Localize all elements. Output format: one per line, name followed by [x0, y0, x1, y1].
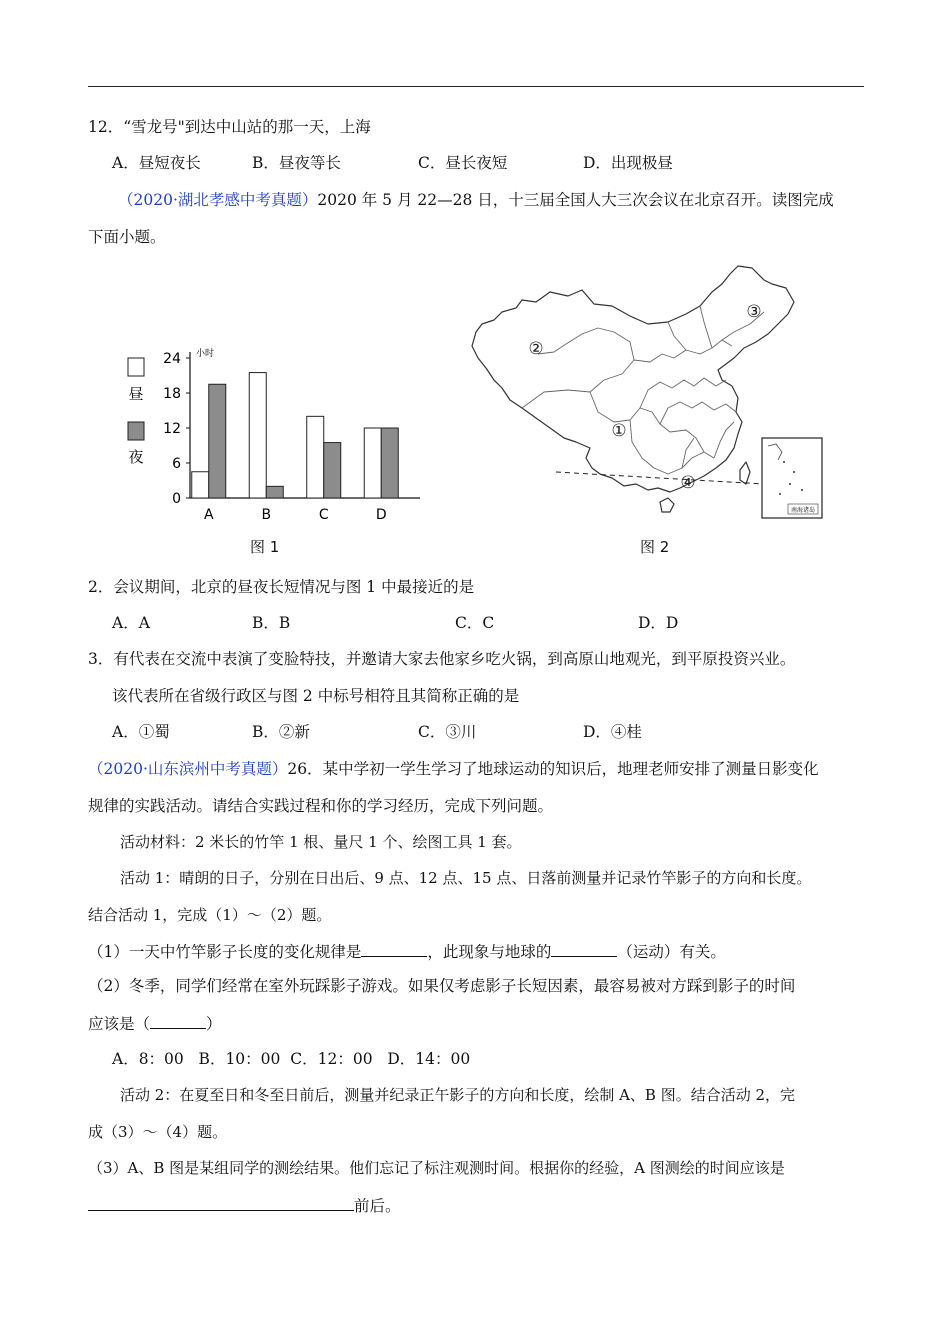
q2-option-d: D．D: [638, 614, 679, 632]
q12-option-d: D．出现极昼: [583, 154, 673, 172]
inset-label: 南海诸岛: [790, 507, 816, 514]
intro1-line1: [118, 190, 834, 210]
part-2-blank[interactable]: [150, 1013, 206, 1029]
part-3-text-tail: 前后。: [354, 1197, 401, 1215]
province-border-5: [660, 402, 736, 424]
bar-D-night: [381, 428, 398, 498]
part-1-text-c: （运动）有关。: [617, 943, 726, 961]
y-tick-label-0: 0: [172, 491, 181, 507]
y-axis-unit: 小时: [196, 349, 215, 359]
bar-C-day: [307, 416, 324, 498]
figure-2-caption: 图 2: [640, 538, 670, 556]
q3-stem-line2: 该代表所在省级行政区与图 2 中标号相符且其简称正确的是: [112, 687, 520, 705]
q2-option-b: B．B: [252, 614, 291, 632]
part-2-options: A．8：00 B．10：00 C．12：00 D．14：00: [112, 1050, 471, 1068]
part-2-line2: [88, 1013, 222, 1034]
activity-1-line1: 活动 1：晴朗的日子，分别在日出后、9 点、12 点、15 点、日落前测量并记录竹竿影子的方向和长度。: [120, 869, 812, 887]
intro2-text1: 26．某中学初一学生学习了地球运动的知识后，地理老师安排了测量日影变化: [287, 760, 819, 778]
bar-B-night: [266, 486, 283, 498]
activity-2-line2: 成（3）～（4）题。: [88, 1123, 228, 1141]
legend-night-label: 夜: [128, 448, 144, 466]
part-2-text-a: 应该是（: [88, 1015, 151, 1033]
q3-option-d: D．④桂: [583, 723, 642, 741]
figure-2-map: [464, 262, 844, 527]
map-marker-4: ④: [680, 473, 696, 493]
x-tick-label-D: D: [375, 507, 387, 522]
part-1-blank-1[interactable]: [361, 941, 427, 957]
q12-option-b: B．昼夜等长: [252, 154, 341, 172]
q12-stem: 12．“雪龙号"到达中山站的那一天，上海: [88, 118, 371, 136]
map-marker-1: ①: [611, 421, 627, 441]
china-outline: [472, 266, 794, 492]
q12-option-a: A．昼短夜长: [112, 154, 201, 172]
q2-option-c: C．C: [455, 614, 495, 632]
intro1-text1: 2020 年 5 月 22—28 日，十三届全国人大三次会议在北京召开。读图完成: [317, 191, 834, 209]
province-border-3: [634, 340, 732, 362]
q12-option-c: C．昼长夜短: [418, 154, 508, 172]
province-border-8: [682, 422, 734, 468]
bar-A-night: [209, 384, 226, 498]
south-china-sea-inset: [762, 438, 822, 518]
intro2-line1: [88, 759, 819, 779]
top-rule: [88, 86, 864, 87]
q2-option-a: A．A: [112, 614, 150, 632]
part-1-text-b: ，此现象与地球的: [427, 943, 552, 961]
part-2-text-b: ）: [206, 1015, 222, 1033]
y-tick-label-4: 24: [163, 351, 181, 367]
map-marker-3: ③: [746, 302, 762, 322]
taiwan-island: [740, 462, 750, 484]
q3-option-b: B．②新: [252, 723, 310, 741]
province-border-2: [590, 392, 714, 458]
legend-night-swatch: [128, 422, 144, 440]
bar-A-day: [192, 472, 209, 498]
province-border-6: [630, 420, 704, 474]
y-tick-label-1: 6: [172, 456, 181, 472]
hainan-island: [660, 498, 674, 512]
q3-option-c: C．③川: [418, 723, 477, 741]
bar-D-day: [364, 428, 381, 498]
x-tick-label-C: C: [318, 507, 329, 522]
x-tick-label-A: A: [203, 507, 214, 522]
tropic-of-cancer-line: [556, 472, 764, 484]
activity-1-line2: 结合活动 1，完成（1）～（2）题。: [88, 906, 332, 924]
part-3-blank[interactable]: [88, 1195, 354, 1211]
chart-legend: [128, 358, 144, 466]
chart-plot-area: [163, 347, 420, 522]
map-marker-2: ②: [528, 339, 544, 359]
activity-2-line1: 活动 2：在夏至日和冬至日前后，测量并纪录正午影子的方向和长度，绘制 A、B 图。结合活动 2，完: [120, 1086, 796, 1104]
part-1-line: [88, 941, 726, 962]
part-1-blank-2[interactable]: [551, 941, 617, 957]
part-1-text-a: （1）一天中竹竿影子长度的变化规律是: [88, 943, 362, 961]
figure-1-caption: 图 1: [250, 538, 280, 556]
activity-materials: 活动材料：2 米长的竹竿 1 根、量尺 1 个、绘图工具 1 套。: [120, 833, 522, 851]
x-tick-label-B: B: [261, 507, 272, 522]
legend-day-swatch: [128, 358, 144, 376]
intro1-source: （2020·湖北孝感中考真题）: [118, 191, 318, 209]
part-2-line1: （2）冬季，同学们经常在室外玩踩影子游戏。如果仅考虑影子长短因素，最容易被对方踩到影子的时间: [88, 977, 796, 995]
y-tick-label-2: 12: [163, 421, 181, 437]
figure-1-chart: [120, 342, 420, 522]
part-3-line1: （3）A、B 图是某组同学的测绘结果。他们忘记了标注观测时间。根据你的经验，A 图测绘的时间应该是: [88, 1159, 785, 1177]
intro2-line2: 规律的实践活动。请结合实践过程和你的学习经历，完成下列问题。: [88, 797, 554, 815]
q3-option-a: A．①蜀: [112, 723, 170, 741]
bar-B-day: [249, 373, 266, 498]
q3-stem-line1: 3．有代表在交流中表演了变脸特技，并邀请大家去他家乡吃火锅，到高原山地观光，到平原投资兴业。: [88, 650, 796, 668]
bar-C-night: [324, 443, 341, 498]
intro1-line2: 下面小题。: [88, 228, 166, 246]
q2-stem: 2．会议期间，北京的昼夜长短情况与图 1 中最接近的是: [88, 578, 475, 596]
legend-day-label: 昼: [128, 385, 144, 403]
y-tick-label-3: 18: [163, 386, 181, 402]
part-3-line2: [88, 1195, 401, 1216]
intro2-source: （2020·山东滨州中考真题）: [88, 760, 288, 778]
